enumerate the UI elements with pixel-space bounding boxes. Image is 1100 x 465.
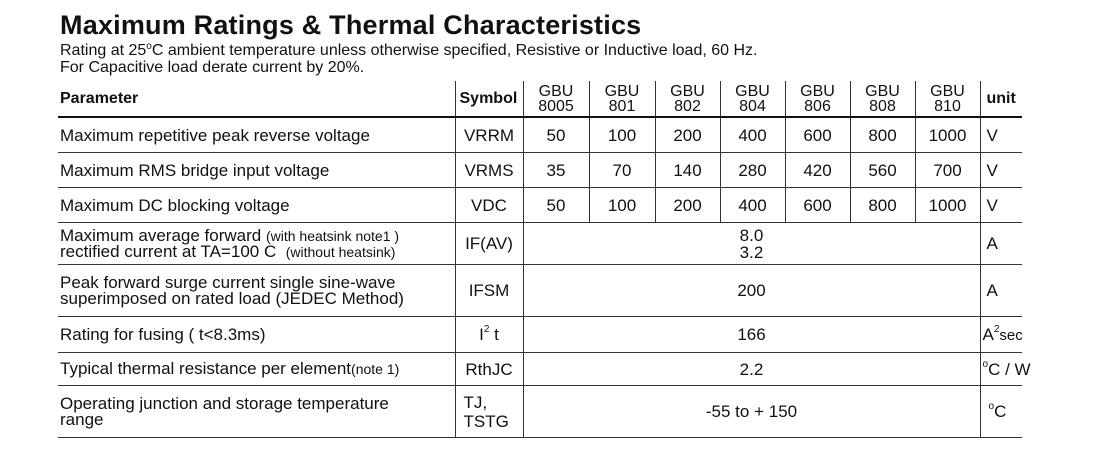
model-series: GBU <box>604 82 640 100</box>
model-number: 802 <box>674 97 701 115</box>
unit-rthjc <box>980 353 1031 386</box>
param-rthjc <box>58 353 455 386</box>
unit-vrrm: V <box>980 117 1022 153</box>
param-line <box>60 241 455 261</box>
model-series: GBU <box>865 82 900 100</box>
unit-sup: o <box>988 401 995 412</box>
symbol-sup: 2 <box>483 324 490 335</box>
table-row <box>58 317 1022 353</box>
header-model-808 <box>850 81 915 117</box>
table-row <box>58 153 1022 188</box>
param-temp <box>58 386 455 438</box>
value-cell: 50 <box>523 188 589 223</box>
value-cell: 200 <box>655 188 720 223</box>
table-header-row <box>58 81 1022 117</box>
value-cell: 100 <box>589 117 655 153</box>
subtitle-conditions <box>60 42 757 60</box>
value-cell: 800 <box>850 188 915 223</box>
value-cell: 70 <box>589 153 655 188</box>
model-number: 801 <box>608 97 636 115</box>
param-ifav <box>58 223 455 265</box>
ratings-table <box>58 81 1031 438</box>
unit-ifsm: A <box>980 265 1022 317</box>
unit-ifav: A <box>980 223 1022 265</box>
header-model-806 <box>785 81 850 117</box>
value-cell: 700 <box>915 153 980 188</box>
degree-mark: o <box>146 41 152 52</box>
value-with-heatsink: 8.0 <box>739 225 764 245</box>
value-cell: 600 <box>785 117 850 153</box>
model-series: GBU <box>538 82 574 100</box>
header-model-802 <box>655 81 720 117</box>
unit-temp <box>980 386 1022 438</box>
value-span <box>523 223 980 265</box>
page-title: Maximum Ratings & Thermal Characteristics <box>60 10 642 40</box>
subtitle-derate: For Capacitive load derate current by 20%. <box>60 59 365 76</box>
param-text: rectified current at TA=100 C <box>60 241 277 261</box>
table-row <box>58 353 1022 386</box>
value-cell: 140 <box>655 153 720 188</box>
header-model-801 <box>589 81 655 117</box>
subtitle-suffix: C ambient temperature unless otherwise specified, Resistive or Inductive load, 60 Hz. <box>151 42 758 59</box>
param-line: Operating junction and storage temperature <box>60 393 389 413</box>
note-text: (with heatsink note1 ) <box>265 227 400 244</box>
value-cell: 1000 <box>915 188 980 223</box>
model-series: GBU <box>800 82 835 100</box>
unit-sup: 2 <box>993 323 1000 335</box>
value-cell: 200 <box>655 117 720 153</box>
table-row <box>58 223 1022 265</box>
header-model-804 <box>720 81 785 117</box>
note-text: (without heatsink) <box>285 243 396 260</box>
unit-main: C <box>994 402 1007 421</box>
table-row <box>58 386 1022 438</box>
value-span: -55 to + 150 <box>523 386 980 438</box>
symbol-line: TSTG <box>463 411 509 431</box>
value-without-heatsink: 3.2 <box>739 242 764 262</box>
param-line: superimposed on rated load (JEDEC Method) <box>60 288 404 308</box>
value-cell: 400 <box>720 188 785 223</box>
param-line: Peak forward surge current single sine-wave <box>60 272 396 292</box>
param-text: Maximum average forward <box>60 225 262 245</box>
value-cell: 600 <box>785 188 850 223</box>
param-line: range <box>60 409 104 429</box>
param-i2t: Rating for fusing ( t<8.3ms) <box>58 317 455 353</box>
model-number: 804 <box>739 97 766 115</box>
symbol-vrms: VRMS <box>455 153 523 188</box>
symbol-ifav: IF(AV) <box>455 223 523 265</box>
symbol-vrrm: VRRM <box>455 117 523 153</box>
model-series: GBU <box>930 82 965 100</box>
value-cell: 280 <box>720 153 785 188</box>
subtitle-prefix: Rating at 25 <box>60 42 147 59</box>
symbol-i2t <box>455 317 523 353</box>
table-row <box>58 117 1022 153</box>
value-cell: 800 <box>850 117 915 153</box>
unit-vdc: V <box>980 188 1022 223</box>
model-number: 8005 <box>538 97 574 115</box>
symbol-temp <box>455 386 523 438</box>
param-text: Typical thermal resistance per element <box>60 359 352 378</box>
note-text: (note 1) <box>351 361 400 377</box>
model-number: 810 <box>934 97 961 115</box>
unit-vrms: V <box>980 153 1022 188</box>
value-cell: 400 <box>720 117 785 153</box>
param-vrms: Maximum RMS bridge input voltage <box>58 153 455 188</box>
unit-main: A <box>982 324 994 344</box>
table-row <box>58 188 1022 223</box>
value-cell: 35 <box>523 153 589 188</box>
value-cell: 50 <box>523 117 589 153</box>
symbol-vdc: VDC <box>455 188 523 223</box>
unit-i2t <box>980 317 1022 353</box>
header-model-810 <box>915 81 980 117</box>
param-vrrm: Maximum repetitive peak reverse voltage <box>58 117 455 153</box>
value-cell: 1000 <box>915 117 980 153</box>
param-ifsm <box>58 265 455 317</box>
value-span: 2.2 <box>523 353 980 386</box>
symbol-main: I <box>479 325 484 344</box>
symbol-suffix: t <box>494 325 499 344</box>
header-unit: unit <box>980 81 1022 117</box>
table-row <box>58 265 1022 317</box>
value-span: 166 <box>523 317 980 353</box>
value-cell: 560 <box>850 153 915 188</box>
model-series: GBU <box>670 82 705 100</box>
value-cell: 420 <box>785 153 850 188</box>
param-vdc: Maximum DC blocking voltage <box>58 188 455 223</box>
symbol-ifsm: IFSM <box>455 265 523 317</box>
unit-suffix: sec <box>999 326 1023 344</box>
symbol-rthjc: RthJC <box>455 353 523 386</box>
unit-sup: o <box>982 358 989 370</box>
header-symbol: Symbol <box>455 81 523 117</box>
symbol-line: TJ, <box>463 392 488 412</box>
header-parameter: Parameter <box>58 81 455 117</box>
model-number: 808 <box>869 97 896 115</box>
value-cell: 100 <box>589 188 655 223</box>
model-number: 806 <box>804 97 831 115</box>
header-model-8005 <box>523 81 589 117</box>
value-span: 200 <box>523 265 980 317</box>
model-series: GBU <box>735 82 770 100</box>
unit-main: C / W <box>988 359 1031 379</box>
